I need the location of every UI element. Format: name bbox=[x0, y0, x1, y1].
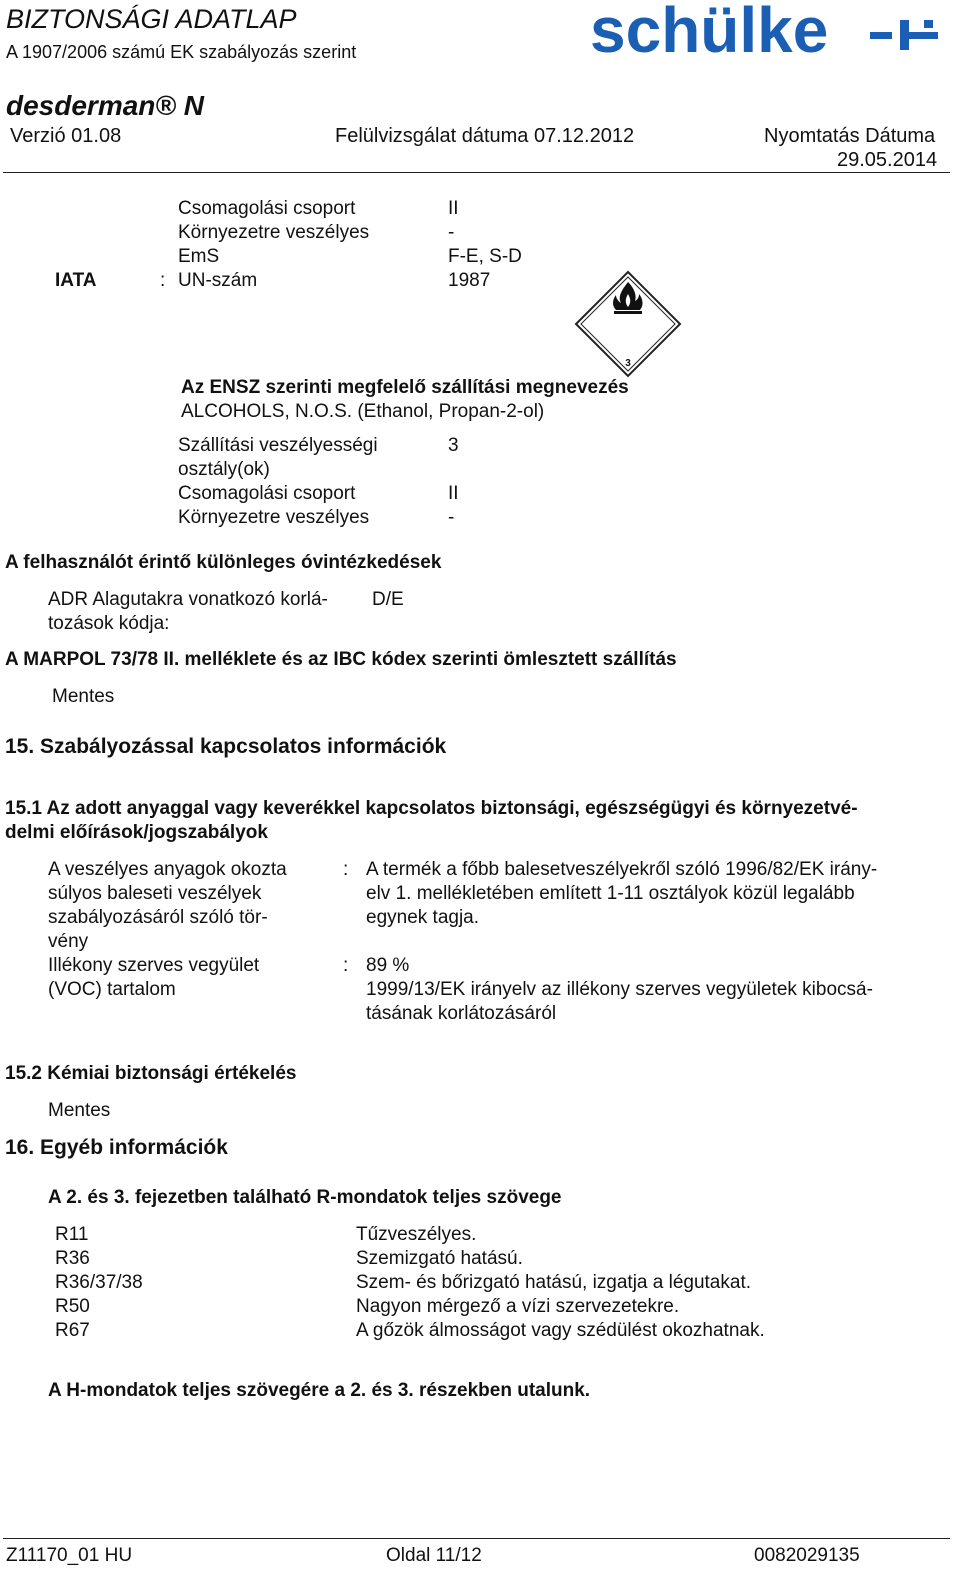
seveso-label: A veszélyes anyagok okozta bbox=[48, 859, 287, 880]
seveso-value: egynek tagja. bbox=[366, 907, 480, 928]
section-15-2-value: Mentes bbox=[48, 1100, 111, 1121]
iata-colon: : bbox=[160, 270, 166, 291]
iata-row-label: Csomagolási csoport bbox=[178, 198, 356, 219]
iata-label: IATA bbox=[55, 270, 97, 291]
footer-page-number: Oldal 11/12 bbox=[386, 1545, 482, 1566]
r-phrase-code: R36 bbox=[55, 1248, 90, 1269]
r-phrase-code: R50 bbox=[55, 1296, 90, 1317]
shipping-name-heading: Az ENSZ szerinti megfelelő szállítási megnevezés bbox=[181, 377, 629, 398]
packing-group-label: Csomagolási csoport bbox=[178, 483, 356, 504]
marpol-heading: A MARPOL 73/78 II. melléklete és az IBC kódex szerinti ömlesztett szállítás bbox=[5, 649, 677, 670]
iata-row-value: F-E, S-D bbox=[448, 246, 522, 267]
version: Verzió 01.08 bbox=[10, 125, 122, 147]
seveso-value: A termék a főbb balesetveszélyekről szóló 1996/82/EK irány- bbox=[366, 859, 878, 880]
iata-row-label: UN-szám bbox=[178, 270, 258, 291]
print-date-label: Nyomtatás Dátuma bbox=[764, 125, 936, 147]
packing-group-value: II bbox=[448, 483, 459, 504]
footer-doc-id: Z11170_01 HU bbox=[6, 1545, 133, 1566]
regulation-subtitle: A 1907/2006 számú EK szabályozás szerint bbox=[6, 42, 357, 62]
section-16-heading: 16. Egyéb információk bbox=[5, 1136, 228, 1159]
voc-label: (VOC) tartalom bbox=[48, 979, 176, 1000]
h-phrases-note: A H-mondatok teljes szövegére a 2. és 3. részekben utalunk. bbox=[48, 1380, 591, 1401]
section-15-heading: 15. Szabályozással kapcsolatos információk bbox=[5, 735, 447, 758]
adr-tunnel-value: D/E bbox=[372, 589, 404, 610]
seveso-colon: : bbox=[343, 859, 349, 880]
iata-row-label: EmS bbox=[178, 246, 220, 267]
shipping-name: ALCOHOLS, N.O.S. (Ethanol, Propan-2-ol) bbox=[181, 401, 545, 422]
r-phrase-code: R11 bbox=[55, 1224, 89, 1245]
iata-row-value: II bbox=[448, 198, 459, 219]
seveso-label: súlyos baleseti veszélyek bbox=[48, 883, 262, 904]
section-15-1-heading: 15.1 Az adott anyaggal vagy keverékkel kapcsolatos biztonsági, egészségügyi és környezetvé- bbox=[5, 798, 858, 819]
r-phrase-code: R67 bbox=[55, 1320, 90, 1341]
r-phrase-text: A gőzök álmosságot vagy szédülést okozhatnak. bbox=[356, 1320, 765, 1341]
adr-tunnel-label: tozások kódja: bbox=[48, 613, 170, 634]
header-divider bbox=[3, 172, 950, 173]
env-hazard-label: Környezetre veszélyes bbox=[178, 507, 370, 528]
revision-date: Felülvizsgálat dátuma 07.12.2012 bbox=[335, 125, 635, 147]
marpol-value: Mentes bbox=[52, 686, 115, 707]
seveso-value: elv 1. mellékletében említett 1-11 osztályok közül legalább bbox=[366, 883, 855, 904]
r-phrase-text: Nagyon mérgező a vízi szervezetekre. bbox=[356, 1296, 680, 1317]
pictogram-class-number: 3 bbox=[625, 358, 631, 369]
section-15-2-heading: 15.2 Kémiai biztonsági értékelés bbox=[5, 1063, 297, 1084]
voc-value: tásának korlátozásáról bbox=[366, 1003, 557, 1024]
r-phrase-text: Szem- és bőrizgató hatású, izgatja a légutakat. bbox=[356, 1272, 752, 1293]
transport-class-label: Szállítási veszélyességi bbox=[178, 435, 378, 456]
section-15-1-heading: delmi előírások/jogszabályok bbox=[5, 822, 268, 843]
footer-divider bbox=[3, 1538, 950, 1539]
iata-row-value: - bbox=[448, 222, 455, 243]
voc-value: 89 % bbox=[366, 955, 410, 976]
special-precautions-heading: A felhasználót érintő különleges óvintézkedések bbox=[5, 552, 442, 573]
document-title: BIZTONSÁGI ADATLAP bbox=[6, 4, 297, 34]
r-phrase-text: Tűzveszélyes. bbox=[356, 1224, 477, 1245]
seveso-label: szabályozásáról szóló tör- bbox=[48, 907, 268, 928]
r-phrase-text: Szemizgató hatású. bbox=[356, 1248, 523, 1269]
adr-tunnel-label: ADR Alagutakra vonatkozó korlá- bbox=[48, 589, 328, 610]
transport-class-value: 3 bbox=[448, 435, 459, 456]
voc-colon: : bbox=[343, 955, 349, 976]
r-phrase-code: R36/37/38 bbox=[55, 1272, 143, 1293]
print-date: 29.05.2014 bbox=[837, 149, 938, 171]
voc-value: 1999/13/EK irányelv az illékony szerves vegyületek kibocsá- bbox=[366, 979, 873, 1000]
iata-row-label: Környezetre veszélyes bbox=[178, 222, 370, 243]
brand-mark-icon bbox=[870, 20, 938, 50]
iata-row-value: 1987 bbox=[448, 270, 491, 291]
voc-label: Illékony szerves vegyület bbox=[48, 955, 260, 976]
schulke-logo bbox=[588, 0, 948, 64]
transport-class-label: osztály(ok) bbox=[178, 459, 270, 480]
product-name: desderman® N bbox=[6, 90, 205, 121]
r-phrases-heading: A 2. és 3. fejezetben található R-mondatok teljes szövege bbox=[48, 1187, 562, 1208]
flammable-pictogram-icon bbox=[574, 270, 682, 378]
env-hazard-value: - bbox=[448, 507, 455, 528]
brand-wordmark: schülke bbox=[590, 0, 829, 64]
seveso-label: vény bbox=[48, 931, 89, 952]
footer-code: 0082029135 bbox=[754, 1545, 860, 1566]
